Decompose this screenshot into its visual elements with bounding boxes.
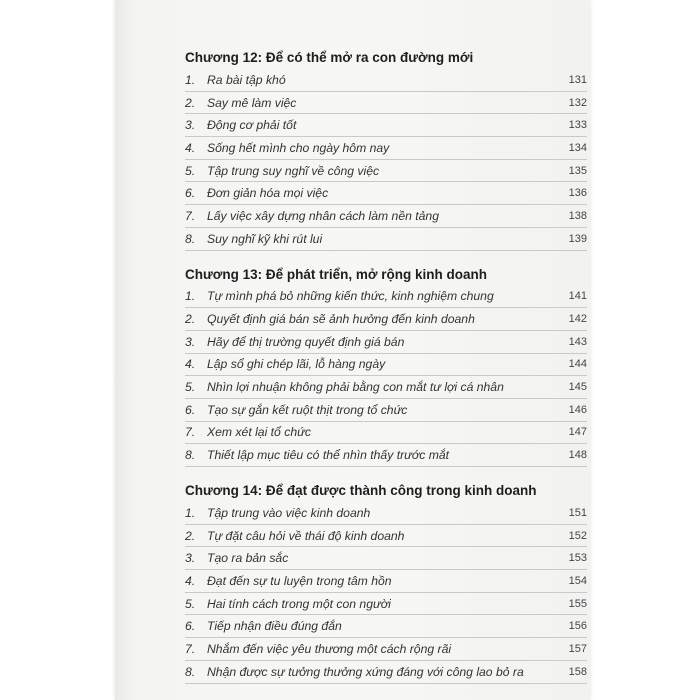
toc-entry xyxy=(185,182,587,205)
entry-page-number: 142 xyxy=(568,313,587,326)
entry-page-number: 143 xyxy=(568,335,587,348)
entry-page-number: 135 xyxy=(568,164,587,177)
entry-title: Xem xét lại tổ chức xyxy=(207,425,311,440)
entry-title: Lấy việc xây dựng nhân cách làm nền tảng xyxy=(207,208,439,223)
entry-title: Suy nghĩ kỹ khi rút lui xyxy=(207,231,323,246)
entry-page-number: 133 xyxy=(568,119,587,132)
entry-title: Hãy để thị trường quyết định giá bán xyxy=(207,334,405,349)
entry-title: Tập trung vào việc kinh doanh xyxy=(207,505,371,520)
toc-entry xyxy=(185,444,587,467)
entry-number: 1. xyxy=(185,289,196,304)
entry-title: Thiết lập mục tiêu có thể nhìn thấy trước mắt xyxy=(207,448,450,463)
entry-title: Hai tính cách trong một con người xyxy=(207,596,391,611)
book-page xyxy=(115,0,590,700)
chapter-title: Chương 13: Để phát triển, mở rộng kinh doanh xyxy=(185,266,487,282)
entry-number: 2. xyxy=(185,312,196,327)
entry-page-number: 145 xyxy=(568,381,587,394)
entry-page-number: 136 xyxy=(568,187,587,200)
entry-number: 6. xyxy=(185,619,196,634)
entry-number: 6. xyxy=(185,186,196,201)
entry-number: 7. xyxy=(185,641,196,656)
chapter-title: Chương 14: Để đạt được thành công trong kinh doanh xyxy=(185,483,537,498)
toc-entry xyxy=(185,308,587,331)
toc-entry xyxy=(185,422,587,445)
entry-number: 4. xyxy=(185,357,196,372)
toc-entry xyxy=(185,593,587,616)
entry-title: Đơn giản hóa mọi việc xyxy=(207,186,329,201)
toc-entry xyxy=(185,661,587,684)
entry-title: Tiếp nhận điều đúng đắn xyxy=(207,619,342,634)
entry-number: 5. xyxy=(185,163,196,178)
chapter-section xyxy=(185,481,587,684)
entry-title: Động cơ phải tốt xyxy=(207,118,297,133)
toc-entry xyxy=(185,114,587,137)
entry-title: Tập trung suy nghĩ về công việc xyxy=(207,163,380,178)
table-of-contents xyxy=(185,48,587,698)
entry-page-number: 158 xyxy=(568,665,587,678)
entry-number: 8. xyxy=(185,664,196,679)
entry-page-number: 152 xyxy=(568,529,587,542)
entry-title: Đạt đến sự tu luyện trong tâm hồn xyxy=(207,573,392,588)
entry-page-number: 151 xyxy=(568,506,587,519)
toc-entry xyxy=(185,160,587,183)
chapter-section xyxy=(185,48,587,251)
entry-title: Lập sổ ghi chép lãi, lỗ hàng ngày xyxy=(207,357,386,372)
entry-number: 1. xyxy=(185,72,196,87)
entry-page-number: 153 xyxy=(568,552,587,565)
toc-entry xyxy=(185,137,587,160)
chapter-title: Chương 12: Để có thể mở ra con đường mới xyxy=(185,50,474,65)
entry-page-number: 147 xyxy=(568,426,587,439)
entry-number: 3. xyxy=(185,334,196,349)
entry-title: Tự mình phá bỏ những kiến thức, kinh nghiệm chung xyxy=(207,289,494,304)
entry-title: Quyết định giá bán sẽ ảnh hưởng đến kinh doanh xyxy=(207,312,475,327)
entry-title: Tự đặt câu hỏi về thái độ kinh doanh xyxy=(207,528,405,543)
toc-entry xyxy=(185,354,587,377)
entry-number: 7. xyxy=(185,208,196,223)
entry-number: 1. xyxy=(185,505,196,520)
entry-number: 8. xyxy=(185,231,196,246)
entry-title: Nhìn lợi nhuận không phải bằng con mắt tư lợi cá nhân xyxy=(207,380,504,395)
entry-number: 3. xyxy=(185,118,196,133)
entry-number: 4. xyxy=(185,140,196,155)
entry-page-number: 146 xyxy=(568,403,587,416)
entry-page-number: 157 xyxy=(568,642,587,655)
entry-page-number: 139 xyxy=(568,232,587,245)
toc-entry xyxy=(185,331,587,354)
entry-page-number: 132 xyxy=(568,96,587,109)
entry-page-number: 148 xyxy=(568,449,587,462)
toc-entry xyxy=(185,570,587,593)
entry-page-number: 134 xyxy=(568,141,587,154)
entry-number: 2. xyxy=(185,528,196,543)
entry-number: 3. xyxy=(185,551,196,566)
entry-page-number: 144 xyxy=(568,358,587,371)
entry-number: 4. xyxy=(185,573,196,588)
toc-entry xyxy=(185,92,587,115)
entry-page-number: 155 xyxy=(568,597,587,610)
toc-entry xyxy=(185,376,587,399)
entry-page-number: 141 xyxy=(568,290,587,303)
entry-title: Sống hết mình cho ngày hôm nay xyxy=(207,140,390,155)
toc-entry xyxy=(185,525,587,548)
entry-page-number: 154 xyxy=(568,574,587,587)
entry-number: 2. xyxy=(185,95,196,110)
toc-entry xyxy=(185,502,587,525)
entry-page-number: 131 xyxy=(568,73,587,86)
toc-entry xyxy=(185,69,587,92)
entry-title: Say mê làm việc xyxy=(207,95,297,110)
toc-entry xyxy=(185,399,587,422)
entry-page-number: 156 xyxy=(568,620,587,633)
entry-page-number: 138 xyxy=(568,209,587,222)
entry-number: 5. xyxy=(185,596,196,611)
entry-title: Tạo ra bản sắc xyxy=(207,551,289,566)
toc-entry xyxy=(185,615,587,638)
toc-entry xyxy=(185,547,587,570)
entry-title: Nhắm đến việc yêu thương một cách rộng rãi xyxy=(207,641,452,656)
toc-entry xyxy=(185,286,587,309)
entry-number: 5. xyxy=(185,380,196,395)
toc-entry xyxy=(185,205,587,228)
entry-title: Nhận được sự tưởng thưởng xứng đáng với công lao bỏ ra xyxy=(207,664,524,679)
entry-number: 6. xyxy=(185,402,196,417)
entry-number: 7. xyxy=(185,425,196,440)
entry-number: 8. xyxy=(185,448,196,463)
entry-title: Ra bài tập khó xyxy=(207,72,286,87)
entry-title: Tạo sự gắn kết ruột thịt trong tổ chức xyxy=(207,402,408,417)
toc-entry xyxy=(185,638,587,661)
chapter-section xyxy=(185,265,587,468)
toc-entry xyxy=(185,228,587,251)
